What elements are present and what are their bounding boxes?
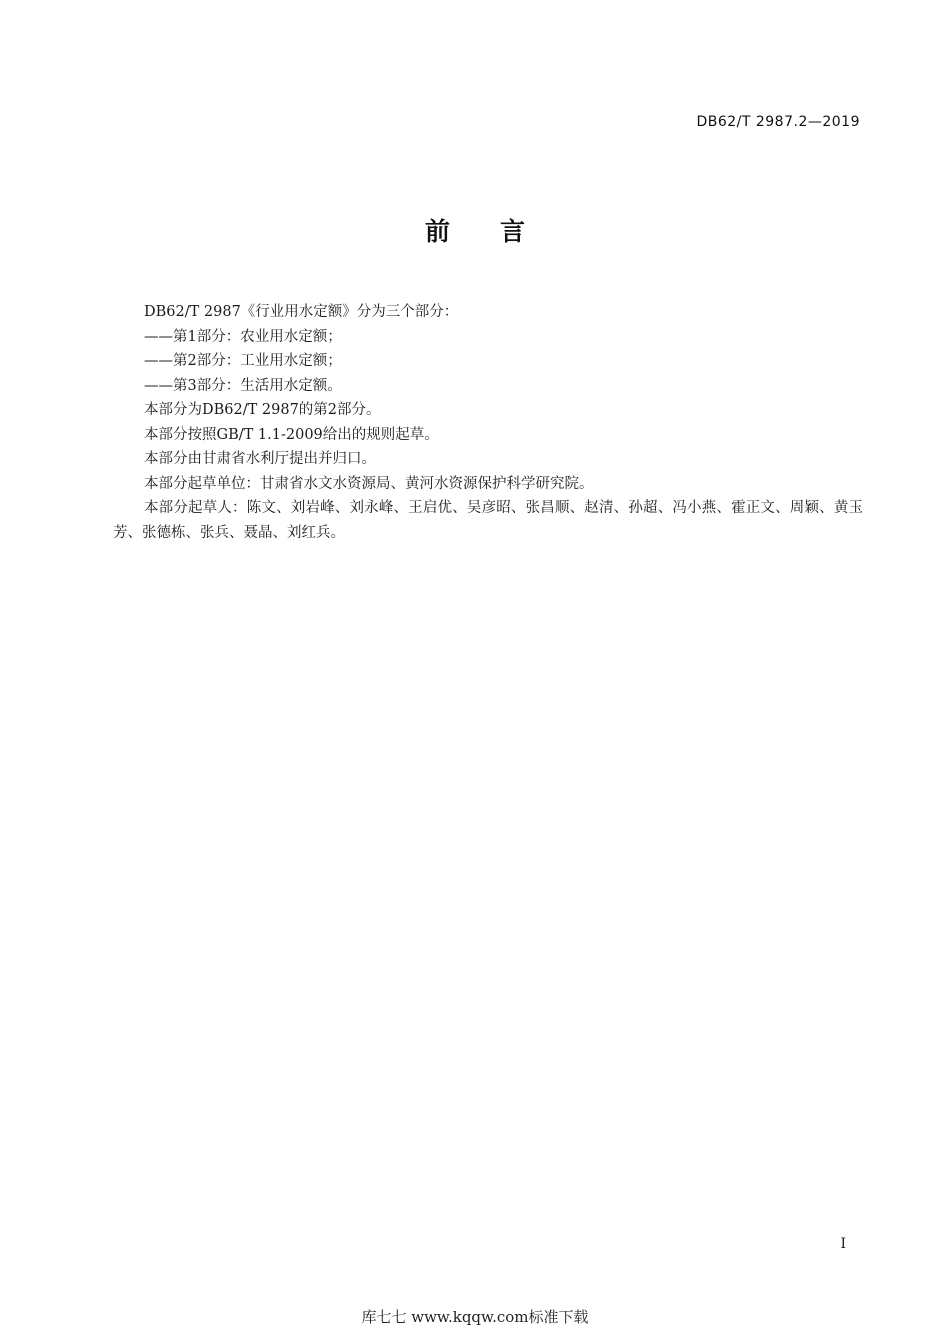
paragraph-drafting-units: 本部分起草单位：甘肃省水文水资源局、黄河水资源保护科学研究院。: [144, 475, 594, 492]
paragraph-part-2: ——第2部分：工业用水定额；: [144, 353, 342, 369]
document-code: DB62/T 2987.2—2019: [696, 114, 860, 130]
page-number: I: [840, 1236, 846, 1252]
foreword-body: [113, 300, 863, 545]
paragraph-part-1: ——第1部分：农业用水定额；: [144, 328, 342, 345]
footer-watermark: 库七七 www.kqqw.com标准下载: [361, 1308, 589, 1326]
page-title: 前言: [424, 217, 575, 246]
paragraph-proposer: 本部分由甘肃省水利厅提出并归口。: [144, 451, 376, 467]
paragraph-this-part: 本部分为DB62/T 2987的第2部分。: [144, 402, 381, 418]
paragraph-part-3: ——第3部分：生活用水定额。: [144, 377, 342, 394]
paragraph-parts-intro: DB62/T 2987《行业用水定额》分为三个部分：: [144, 304, 459, 320]
paragraph-drafters: 本部分起草人：陈文、刘岩峰、刘永峰、王启优、吴彦昭、张昌顺、赵清、孙超、冯小燕、霍正文、周颖、黄玉芳、张德栋、张兵、聂晶、刘红兵。: [113, 500, 863, 541]
paragraph-drafting-rules: 本部分按照GB/T 1.1-2009给出的规则起草。: [144, 426, 439, 443]
